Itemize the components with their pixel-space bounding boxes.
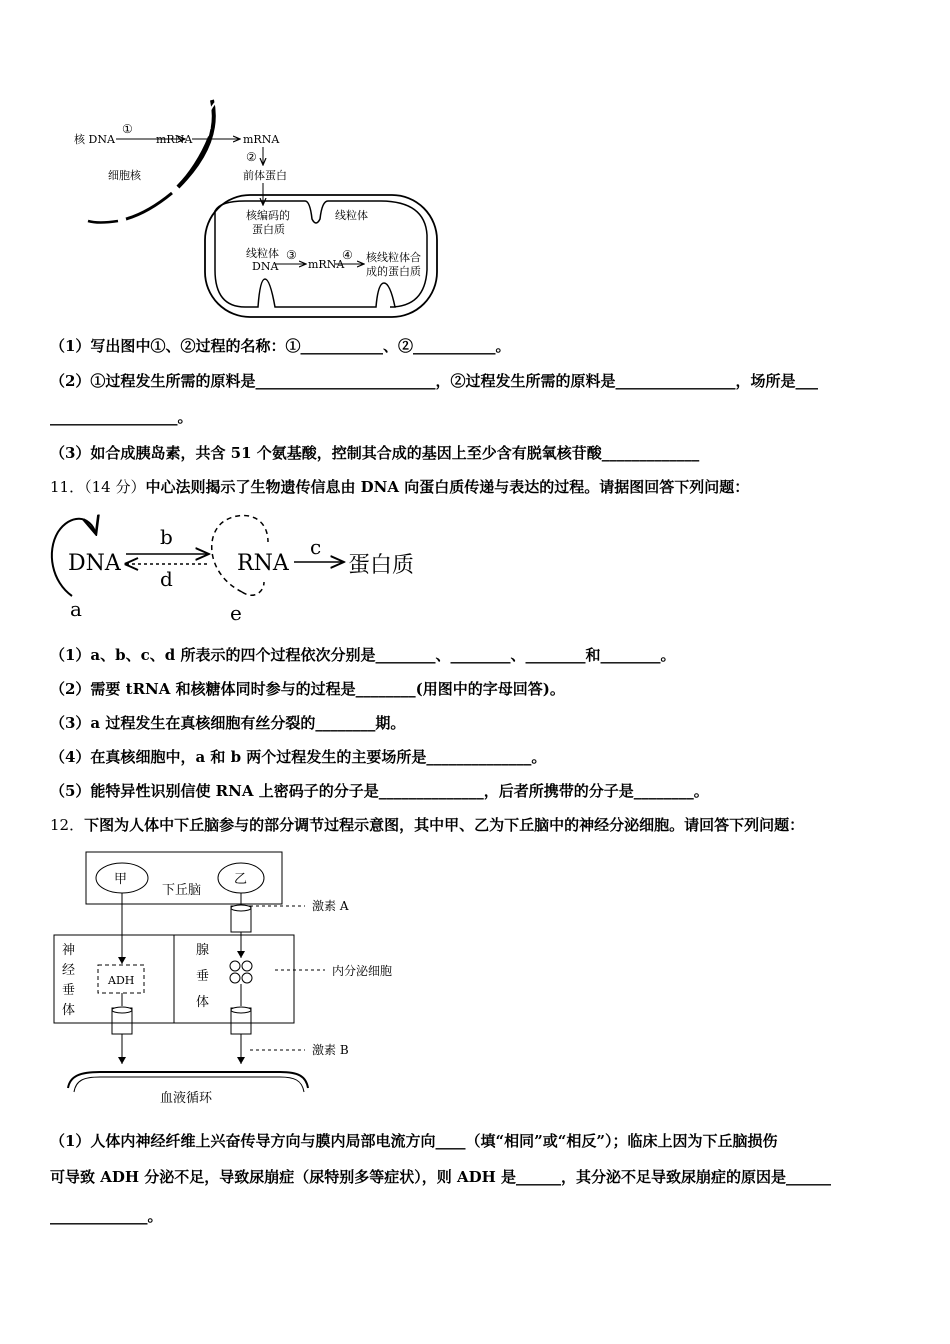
step1-label: ① <box>122 122 133 136</box>
hypothalamus-label: 下丘脑 <box>162 883 202 898</box>
adh-label: ADH <box>108 974 135 987</box>
figure-hypothalamus-regulation <box>50 848 430 1110</box>
neurohypophysis-label-3: 垂 <box>62 983 76 998</box>
q12-part1-continued: 可导致 ADH 分泌不足，导致尿崩症（尿特别多等症状），则 ADH 是______，其分泌不足导致尿崩症的原因是______ <box>50 1168 832 1186</box>
cell-jia-label: 甲 <box>114 872 128 887</box>
mito-dna-label-2: DNA <box>252 260 279 273</box>
cell-yi-label: 乙 <box>234 872 248 887</box>
q11-part4: （4）在真核细胞中，a 和 b 两个过程发生的主要场所是______________。 <box>50 748 547 766</box>
step3-label: ③ <box>286 248 297 262</box>
process-c-label: c <box>310 535 322 559</box>
q11-part5: （5）能特异性识别信使 RNA 上密码子的分子是______________，后者所携带的分子是________。 <box>50 782 709 800</box>
mrna-label-a: mRNA <box>156 133 193 146</box>
figure-central-dogma <box>44 512 444 624</box>
dna-label: DNA <box>68 551 121 576</box>
neurohypophysis-label-1: 神 <box>62 943 76 958</box>
q12-part1: （1）人体内神经纤维上兴奋传导方向与膜内局部电流方向____（填“相同”或“相反”）；临床上因为下丘脑损伤 <box>50 1132 778 1150</box>
nuclear-dna-label: 核 DNA <box>74 133 115 146</box>
q11-score: （14 分） <box>84 478 146 496</box>
q12-number: 12． <box>50 816 85 834</box>
neurohypophysis-label-4: 体 <box>62 1003 76 1018</box>
process-e-label: e <box>230 601 242 624</box>
neurohypophysis-label-2: 经 <box>62 963 76 978</box>
nuclear-encoded-protein-label-1: 核编码的 <box>246 209 290 222</box>
process-d-label: d <box>160 567 173 591</box>
q12-stem-line <box>50 815 804 835</box>
q11-part2: （2）需要 tRNA 和核糖体同时参与的过程是________(用图中的字母回答)。 <box>50 680 565 698</box>
q10-part1: （1）写出图中①、②过程的名称：①___________、②___________。 <box>50 337 511 355</box>
q11-number: 11． <box>50 478 85 496</box>
q10-part3: （3）如合成胰岛素，共含 51 个氨基酸，控制其合成的基因上至少含有脱氧核苷酸_____________ <box>50 444 700 462</box>
q11-part3: （3）a 过程发生在真核细胞有丝分裂的________期。 <box>50 714 406 732</box>
endocrine-cell-label: 内分泌细胞 <box>332 964 393 978</box>
protein-label: 蛋白质 <box>348 553 415 578</box>
adenohypophysis-label-2: 垂 <box>196 969 210 984</box>
mrna-label-c: mRNA <box>308 258 345 271</box>
step2-label: ② <box>246 150 257 164</box>
q11-stem-line <box>50 477 749 497</box>
q12-stem: 下图为人体中下丘脑参与的部分调节过程示意图，其中甲、乙为下丘脑中的神经分泌细胞。请回答下列问题： <box>84 816 805 834</box>
process-b-label: b <box>160 525 173 549</box>
hormone-b-label: 激素 B <box>312 1043 349 1057</box>
precursor-protein-label: 前体蛋白 <box>243 169 287 182</box>
blood-circulation-label: 血液循环 <box>160 1091 213 1106</box>
figure-mitochondria-diagram <box>60 95 450 325</box>
nuc-mito-protein-label-1: 核线粒体合 <box>366 251 421 264</box>
mito-dna-label-1: 线粒体 <box>246 247 279 260</box>
nuc-mito-protein-label-2: 成的蛋白质 <box>366 265 421 278</box>
hormone-a-label: 激素 A <box>312 899 349 913</box>
adenohypophysis-label-3: 体 <box>196 995 210 1010</box>
q11-part1: （1）a、b、c、d 所表示的四个过程依次分别是________、________、________和________。 <box>50 646 676 664</box>
q10-part2: （2）①过程发生所需的原料是________________________，②过程发生所需的原料是________________，场所是___ <box>50 372 818 390</box>
q10-part2-continued: _________________。 <box>50 408 193 426</box>
nuclear-encoded-protein-label-2: 蛋白质 <box>252 223 285 236</box>
process-a-label: a <box>70 597 82 621</box>
step4-label: ④ <box>342 248 353 262</box>
q11-stem: 中心法则揭示了生物遗传信息由 DNA 向蛋白质传递与表达的过程。请据图回答下列问题： <box>145 478 750 496</box>
nucleus-label: 细胞核 <box>108 169 141 182</box>
mrna-label-b: mRNA <box>243 133 280 146</box>
mitochondrion-label: 线粒体 <box>335 209 368 222</box>
adenohypophysis-label-1: 腺 <box>196 943 210 958</box>
q12-part1-end: _____________。 <box>50 1207 163 1225</box>
rna-label: RNA <box>237 551 289 576</box>
